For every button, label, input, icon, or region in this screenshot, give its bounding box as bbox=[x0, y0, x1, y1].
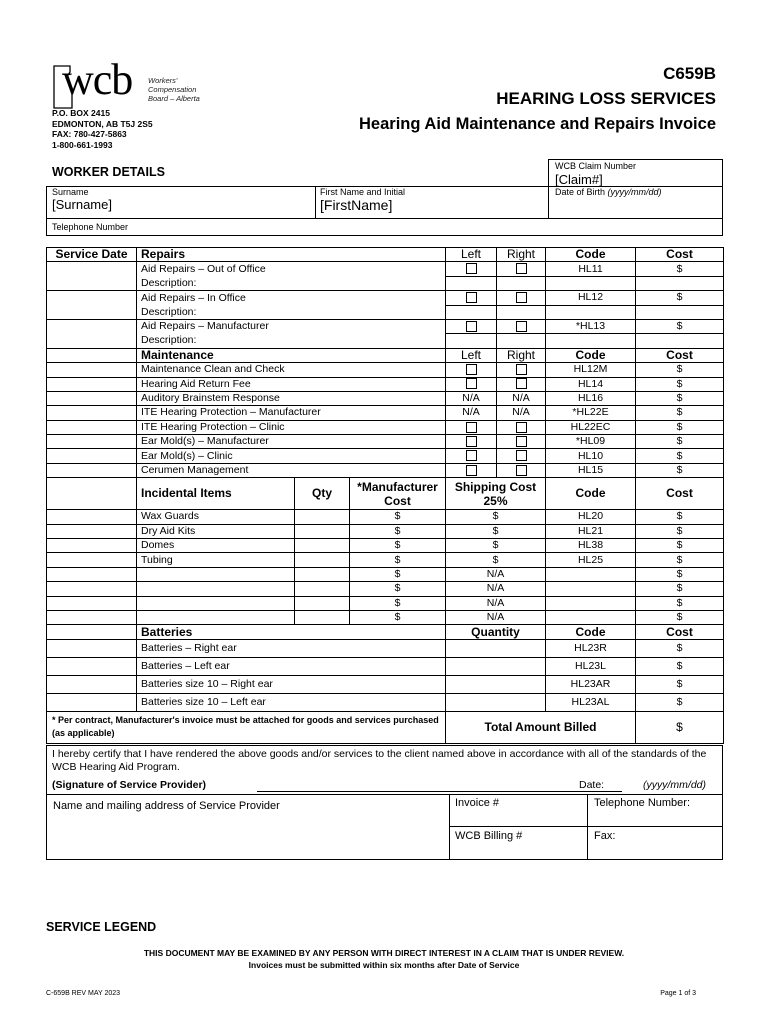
claim-number-field[interactable]: WCB Claim Number [Claim#] bbox=[548, 159, 723, 187]
left-checkbox[interactable] bbox=[466, 450, 477, 461]
qty-cell[interactable] bbox=[295, 582, 350, 596]
service-date-cell[interactable] bbox=[47, 596, 137, 610]
dob-field[interactable]: Date of Birth (yyyy/mm/dd) bbox=[555, 187, 662, 197]
service-date-cell[interactable] bbox=[47, 639, 137, 657]
table-row: Auditory Brainstem Response N/A N/A HL16 $ bbox=[47, 391, 724, 405]
table-row: Ear Mold(s) – Clinic HL10 $ bbox=[47, 449, 724, 463]
left-checkbox[interactable] bbox=[466, 321, 477, 332]
table-row: Wax Guards $ $ HL20 $ bbox=[47, 510, 724, 524]
logo-wordmark: wcb bbox=[62, 55, 133, 104]
service-date-cell[interactable] bbox=[47, 363, 137, 377]
quantity-cell[interactable] bbox=[446, 657, 546, 675]
table-row: Batteries size 10 – Left ear HL23AL $ bbox=[47, 693, 724, 711]
form-title: HEARING LOSS SERVICES bbox=[496, 89, 716, 108]
signature-line[interactable] bbox=[257, 791, 622, 792]
telephone-field[interactable]: Telephone Number bbox=[46, 218, 723, 236]
incidentals-header-row: Incidental Items Qty *Manufacturer Cost Shipping Cost 25% Code Cost bbox=[47, 478, 724, 510]
total-amount-value[interactable]: $ bbox=[636, 711, 724, 743]
invoice-number-field[interactable]: Invoice # bbox=[455, 797, 500, 809]
certification-text: I hereby certify that I have rendered the above goods and/or services to the client named above in accordance with all of the standards of the WCB Hearing Aid Program. bbox=[52, 748, 707, 773]
table-row: Tubing $ $ HL25 $ bbox=[47, 553, 724, 567]
qty-cell[interactable] bbox=[295, 510, 350, 524]
right-checkbox[interactable] bbox=[516, 422, 527, 433]
description-row: Description: bbox=[47, 276, 724, 290]
right-checkbox[interactable] bbox=[516, 450, 527, 461]
batteries-header-row: Batteries Quantity Code Cost bbox=[47, 625, 724, 639]
table-row: $ N/A $ bbox=[47, 610, 724, 624]
service-date-cell[interactable] bbox=[47, 463, 137, 477]
table-row: ITE Hearing Protection – Manufacturer N/A N/A *HL22E $ bbox=[47, 406, 724, 420]
service-date-cell[interactable] bbox=[47, 391, 137, 405]
left-checkbox[interactable] bbox=[466, 422, 477, 433]
wcb-address: P.O. BOX 2415 EDMONTON, AB T5J 2S5 FAX: 780-427-5863 1-800-661-1993 bbox=[52, 108, 153, 150]
qty-cell[interactable] bbox=[295, 596, 350, 610]
quantity-cell[interactable] bbox=[446, 693, 546, 711]
quantity-cell[interactable] bbox=[446, 675, 546, 693]
right-checkbox[interactable] bbox=[516, 436, 527, 447]
table-row: $ N/A $ bbox=[47, 596, 724, 610]
qty-cell[interactable] bbox=[295, 553, 350, 567]
signature-label: (Signature of Service Provider) bbox=[52, 779, 207, 791]
table-row: Domes $ $ HL38 $ bbox=[47, 539, 724, 553]
battery-rows bbox=[47, 639, 724, 711]
right-checkbox[interactable] bbox=[516, 263, 527, 274]
qty-cell[interactable] bbox=[295, 539, 350, 553]
provider-phone-field[interactable]: Telephone Number: bbox=[594, 797, 691, 809]
service-date-cell[interactable] bbox=[47, 657, 137, 675]
date-hint[interactable]: (yyyy/mm/dd) bbox=[643, 779, 706, 791]
table-row: Aid Repairs – In Office HL12 $ bbox=[47, 291, 724, 305]
table-row: Batteries – Right ear HL23R $ bbox=[47, 639, 724, 657]
surname-field[interactable]: Surname [Surname] bbox=[52, 187, 112, 212]
service-date-cell[interactable] bbox=[47, 406, 137, 420]
date-label: Date: bbox=[579, 779, 605, 791]
claim-number-value: [Claim#] bbox=[555, 172, 603, 187]
right-checkbox[interactable] bbox=[516, 465, 527, 476]
totals-row bbox=[47, 711, 724, 743]
service-date-cell[interactable] bbox=[47, 539, 137, 553]
firstname-field[interactable]: First Name and Initial [FirstName] bbox=[320, 187, 406, 213]
repairs-header-row: Service Date Repairs Left Right Code Cost bbox=[47, 248, 724, 262]
maintenance-header-row: Maintenance Left Right Code Cost bbox=[47, 348, 724, 362]
worker-details-title: WORKER DETAILS bbox=[52, 165, 165, 179]
table-row: Ear Mold(s) – Manufacturer *HL09 $ bbox=[47, 435, 724, 449]
right-checkbox[interactable] bbox=[516, 292, 527, 303]
right-checkbox[interactable] bbox=[516, 321, 527, 332]
incidental-rows bbox=[47, 510, 724, 625]
quantity-cell[interactable] bbox=[446, 639, 546, 657]
qty-cell[interactable] bbox=[295, 524, 350, 538]
service-date-cell[interactable] bbox=[47, 524, 137, 538]
service-date-cell[interactable] bbox=[47, 610, 137, 624]
logo-subtitle: Workers' Compensation Board – Alberta bbox=[148, 76, 200, 103]
disclaimer-review: THIS DOCUMENT MAY BE EXAMINED BY ANY PERSON WITH DIRECT INTEREST IN A CLAIM THAT IS UNDER REVIEW. bbox=[143, 948, 625, 958]
service-date-cell[interactable] bbox=[47, 449, 137, 463]
form-subtitle: Hearing Aid Maintenance and Repairs Invoice bbox=[359, 115, 716, 133]
left-checkbox[interactable] bbox=[466, 465, 477, 476]
wcb-logo bbox=[48, 55, 218, 110]
description-row: Description: bbox=[47, 334, 724, 348]
form-number: C659B bbox=[663, 64, 716, 83]
total-amount-label: Total Amount Billed bbox=[446, 711, 636, 743]
description-row: Description: bbox=[47, 305, 724, 319]
service-date-cell[interactable] bbox=[47, 510, 137, 524]
table-row: Hearing Aid Return Fee HL14 $ bbox=[47, 377, 724, 391]
provider-name-label[interactable]: Name and mailing address of Service Provider bbox=[53, 800, 280, 812]
maintenance-rows bbox=[47, 363, 724, 478]
surname-value: [Surname] bbox=[52, 197, 112, 212]
service-date-cell[interactable] bbox=[47, 582, 137, 596]
table-row: $ N/A $ bbox=[47, 582, 724, 596]
certification-box bbox=[46, 745, 723, 795]
table-row: Aid Repairs – Out of Office HL11 $ bbox=[47, 262, 724, 276]
service-date-cell[interactable] bbox=[47, 435, 137, 449]
table-row: Aid Repairs – Manufacturer *HL13 $ bbox=[47, 319, 724, 333]
service-date-cell[interactable] bbox=[47, 675, 137, 693]
qty-cell[interactable] bbox=[295, 610, 350, 624]
qty-cell[interactable] bbox=[295, 567, 350, 581]
table-row: $ N/A $ bbox=[47, 567, 724, 581]
service-date-cell[interactable] bbox=[47, 553, 137, 567]
left-checkbox[interactable] bbox=[466, 436, 477, 447]
table-row: Maintenance Clean and Check HL12M $ bbox=[47, 363, 724, 377]
service-date-cell[interactable] bbox=[47, 377, 137, 391]
page-number: Page 1 of 3 bbox=[660, 990, 696, 997]
table-row: Batteries size 10 – Right ear HL23AR $ bbox=[47, 675, 724, 693]
table-row: Cerumen Management HL15 $ bbox=[47, 463, 724, 477]
disclaimer-submission: Invoices must be submitted within six months after Date of Service bbox=[248, 960, 520, 970]
service-date-cell[interactable] bbox=[47, 262, 137, 291]
revision-label: C-659B REV MAY 2023 bbox=[46, 990, 121, 997]
firstname-value: [FirstName] bbox=[320, 197, 393, 213]
wcb-billing-field[interactable]: WCB Billing # bbox=[455, 830, 523, 842]
left-checkbox[interactable] bbox=[466, 263, 477, 274]
table-row: Batteries – Left ear HL23L $ bbox=[47, 657, 724, 675]
left-checkbox[interactable] bbox=[466, 292, 477, 303]
service-date-cell[interactable] bbox=[47, 319, 137, 348]
table-row: ITE Hearing Protection – Clinic HL22EC $ bbox=[47, 420, 724, 434]
right-checkbox[interactable] bbox=[516, 364, 527, 375]
service-date-cell[interactable] bbox=[47, 693, 137, 711]
service-legend-title: SERVICE LEGEND bbox=[46, 920, 157, 934]
service-date-cell[interactable] bbox=[47, 567, 137, 581]
table-row: Dry Aid Kits $ $ HL21 $ bbox=[47, 524, 724, 538]
right-checkbox[interactable] bbox=[516, 378, 527, 389]
left-checkbox[interactable] bbox=[466, 364, 477, 375]
service-date-cell[interactable] bbox=[47, 420, 137, 434]
left-checkbox[interactable] bbox=[466, 378, 477, 389]
service-date-cell[interactable] bbox=[47, 291, 137, 320]
provider-fax-field[interactable]: Fax: bbox=[594, 830, 616, 842]
service-table bbox=[46, 247, 724, 744]
manufacturer-invoice-note: * Per contract, Manufacturer's invoice must be attached for goods and services purchased (as applicable) bbox=[47, 711, 446, 743]
